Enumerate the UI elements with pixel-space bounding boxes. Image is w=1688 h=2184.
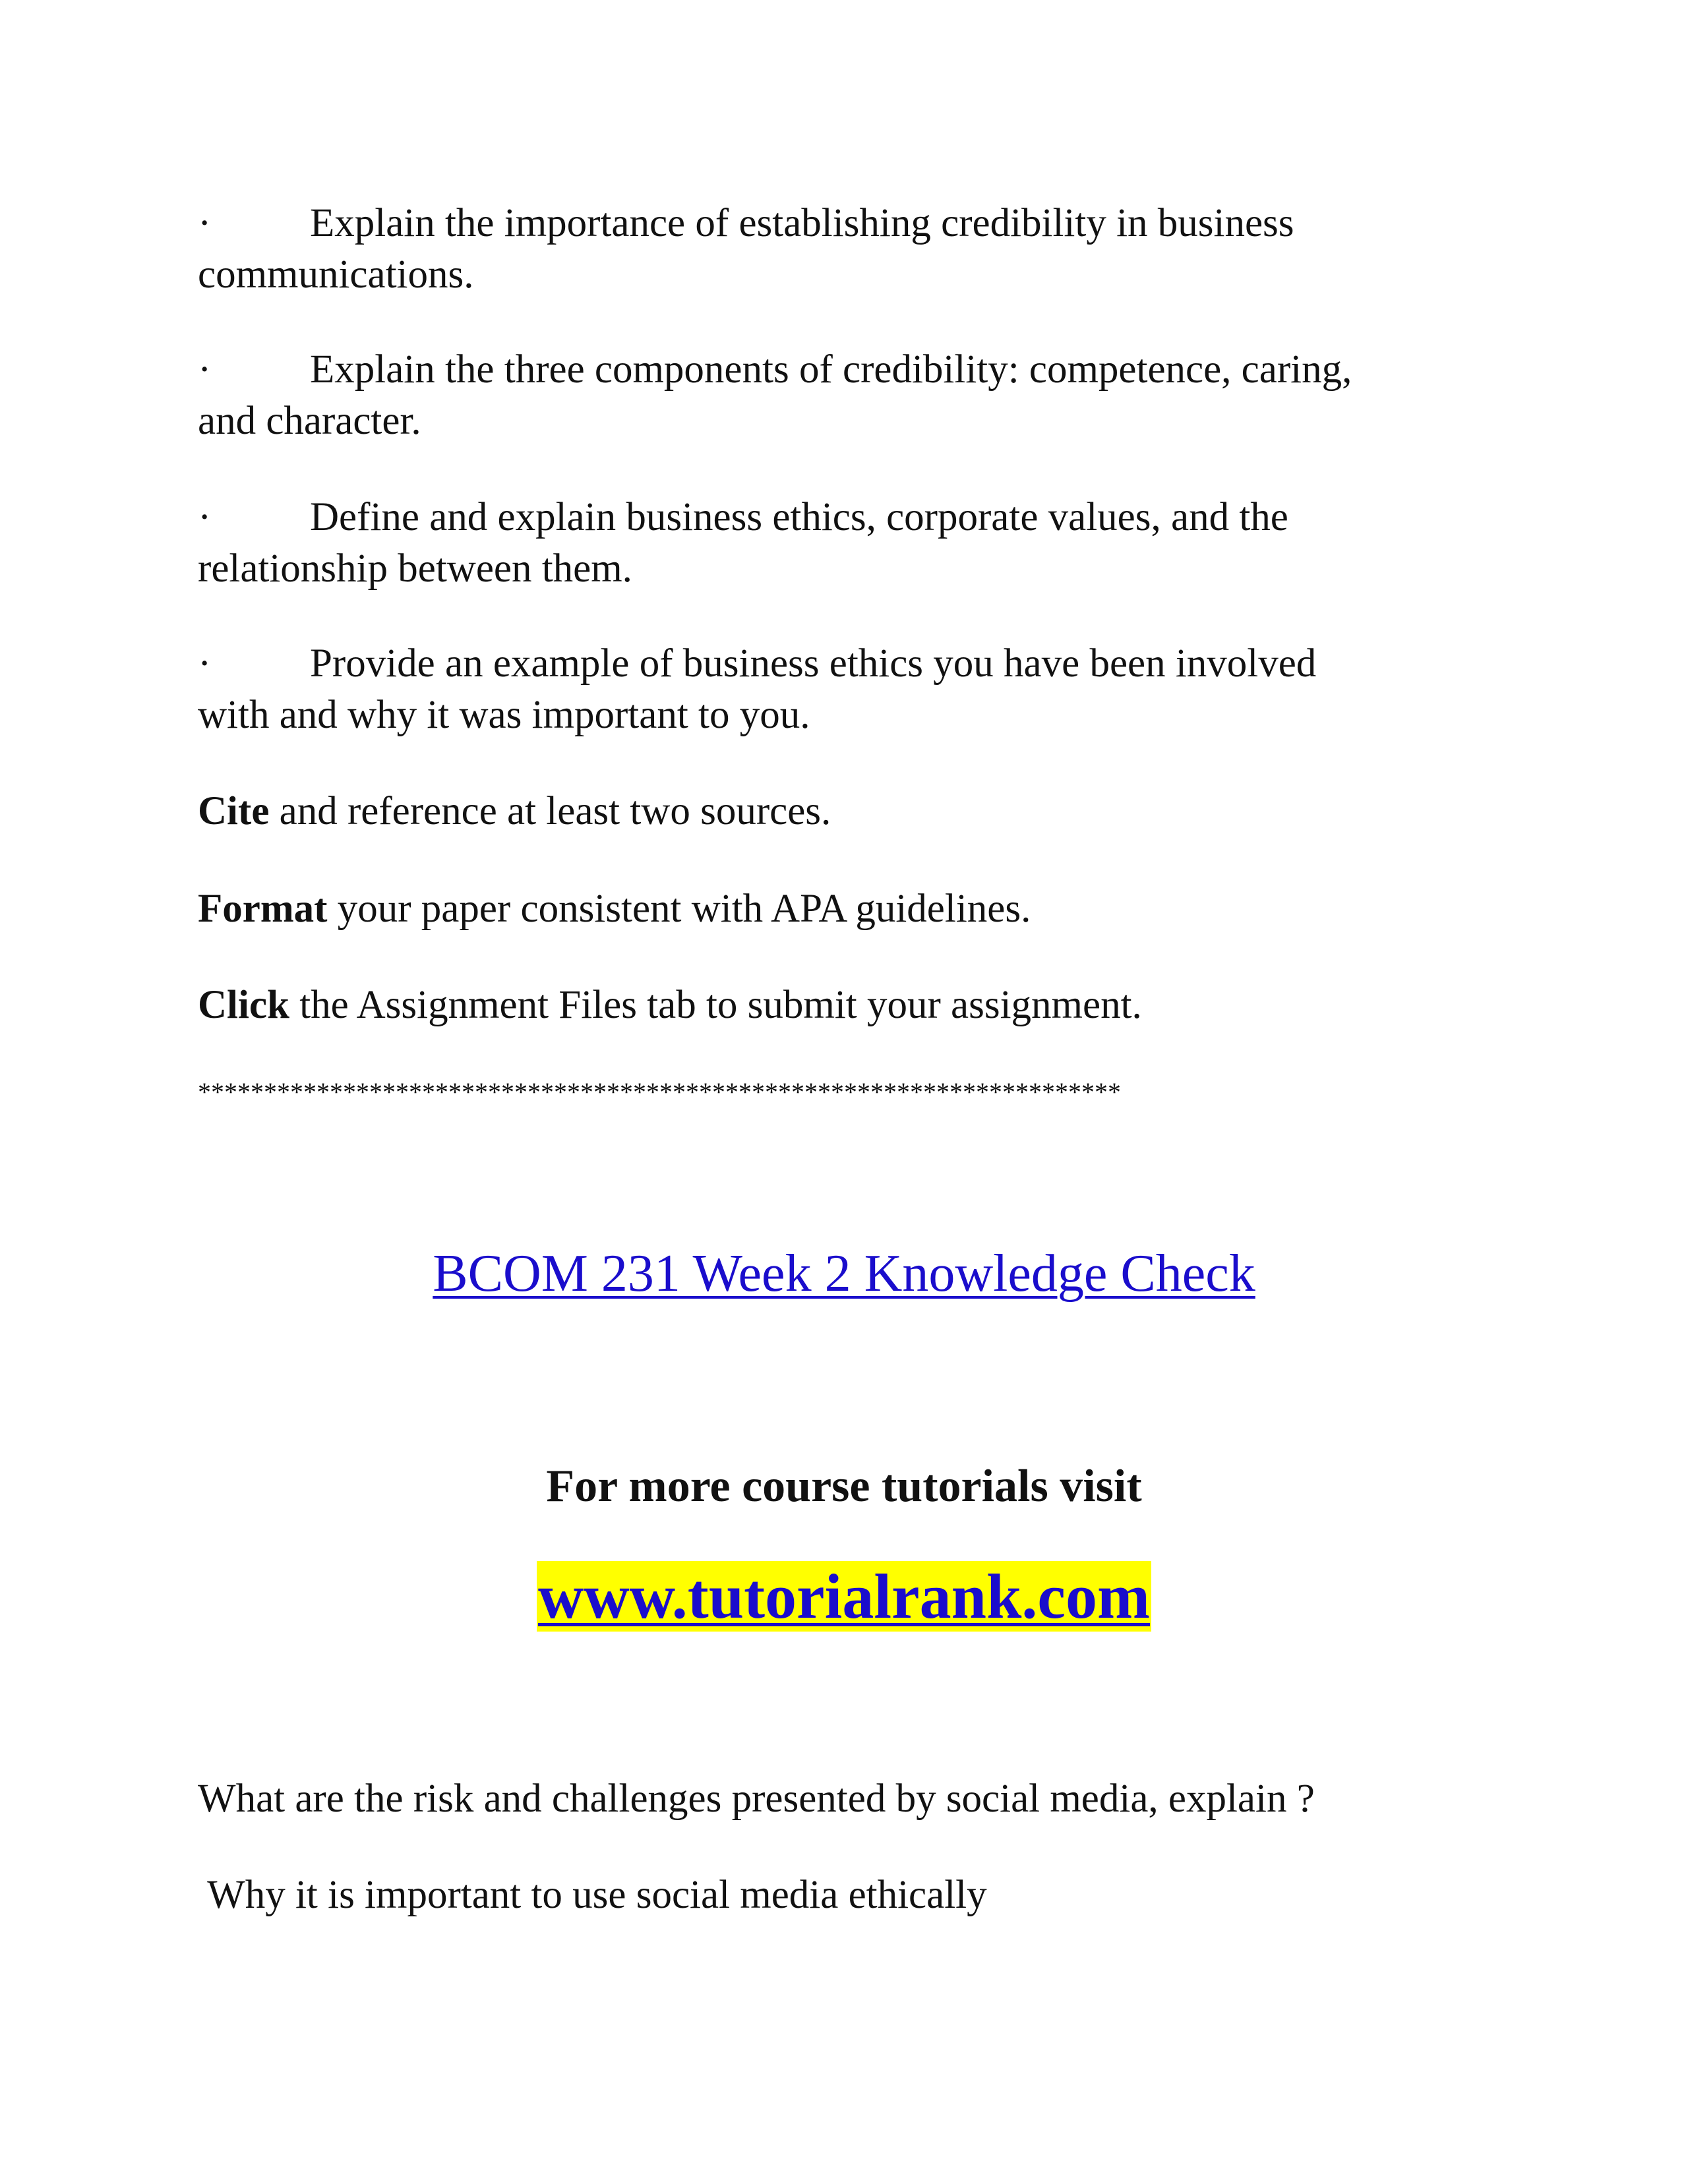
bullet-first-line — [198, 638, 1490, 690]
bullet-dot: · — [198, 495, 212, 539]
bullet-text-line1: Explain the importance of establishing credibility in business — [310, 201, 1294, 245]
asterisk-separator: ********************************************************************** — [198, 1077, 1121, 1107]
promo-site-container — [0, 1557, 1688, 1636]
bullet-text-line2: and character. — [198, 399, 421, 443]
bullet-text-line1: Provide an example of business ethics you have been involved — [310, 641, 1317, 686]
question-risks: What are the risk and challenges presented by social media, explain ? — [198, 1777, 1315, 1821]
instruction-cite — [198, 786, 1490, 837]
bullet-dot: · — [198, 201, 212, 245]
instruction-keyword: Format — [198, 887, 328, 931]
instruction-text: your paper consistent with APA guidelines. — [327, 887, 1031, 931]
bullet-text-line1: Explain the three components of credibility: competence, caring, — [310, 347, 1352, 392]
bullet-item — [198, 344, 1490, 447]
instruction-click — [198, 980, 1490, 1031]
instruction-text: and reference at least two sources. — [269, 789, 831, 833]
bullet-dot: · — [198, 347, 212, 392]
bullet-item — [198, 198, 1490, 301]
bullet-item — [198, 638, 1490, 741]
bullet-item — [198, 492, 1490, 595]
question-ethics: Why it is important to use social media ethically — [198, 1873, 987, 1917]
promo-site-link[interactable]: www.tutorialrank.com — [538, 1561, 1150, 1632]
bullet-text-line1: Define and explain business ethics, corporate values, and the — [310, 495, 1288, 539]
instruction-keyword: Click — [198, 983, 289, 1027]
course-link[interactable]: BCOM 231 Week 2 Knowledge Check — [433, 1245, 1255, 1303]
bullet-text-line2: relationship between them. — [198, 546, 632, 591]
bullet-first-line — [198, 344, 1490, 396]
bullet-dot: · — [198, 641, 212, 686]
instruction-text: the Assignment Files tab to submit your assignment. — [289, 983, 1142, 1027]
promo-text: For more course tutorials visit — [546, 1461, 1142, 1512]
bullet-text-line2: with and why it was important to you. — [198, 693, 810, 737]
bullet-text-line2: communications. — [198, 252, 474, 297]
bullet-first-line — [198, 492, 1490, 543]
instruction-format — [198, 883, 1490, 935]
bullet-first-line — [198, 198, 1490, 249]
instruction-keyword: Cite — [198, 789, 270, 833]
course-link-container — [0, 1241, 1688, 1307]
